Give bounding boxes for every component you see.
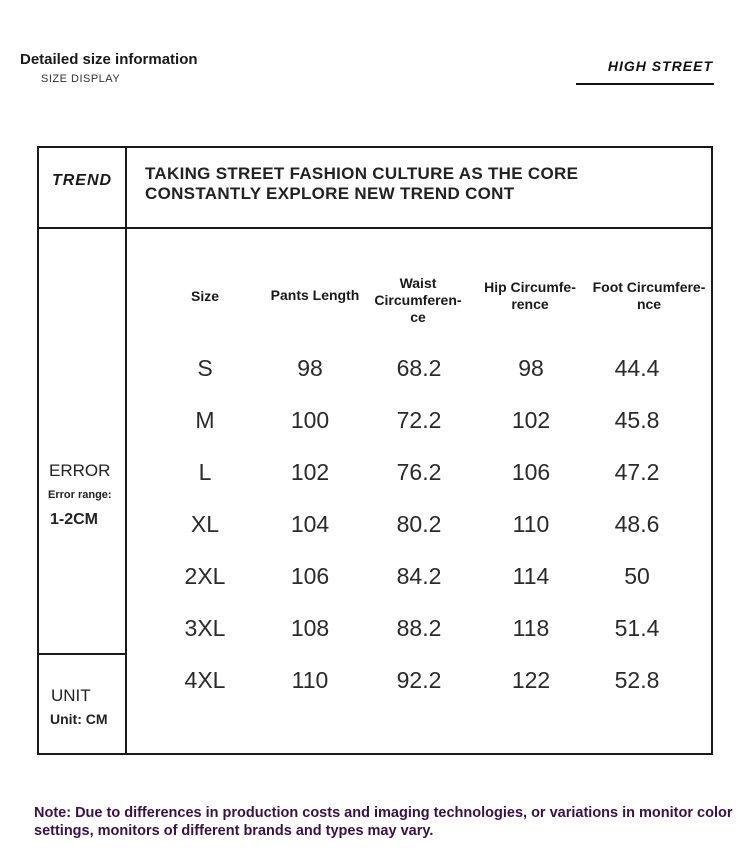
header-size <box>160 288 250 305</box>
header-hip <box>475 279 585 313</box>
cell-waist: 76.2 <box>396 459 442 485</box>
page-title: Detailed size information <box>20 51 198 68</box>
cell-foot: 51.4 <box>614 615 660 641</box>
slogan <box>145 164 578 204</box>
cell-size: XL <box>190 511 220 537</box>
error-range-label: Error range: <box>48 489 112 501</box>
divider-vertical <box>125 148 127 753</box>
disclaimer-note: Note: Due to differences in production costs and imaging technologies, or variations in monitor color settings, monitors of different brands and types may vary. <box>34 805 733 839</box>
error-label: ERROR <box>49 461 111 480</box>
header-foot-line-2: nce <box>636 296 662 312</box>
cell-foot: 50 <box>624 563 650 589</box>
size-chart-frame <box>37 146 713 755</box>
cell-size: L <box>198 459 212 485</box>
header-size-line: Size <box>190 288 219 304</box>
cell-waist: 80.2 <box>396 511 442 537</box>
header-foot <box>585 279 713 313</box>
cell-hip: 98 <box>518 355 544 381</box>
header-waist-line-2: Circumferen- <box>374 292 462 308</box>
cell-pants-length: 110 <box>291 667 329 693</box>
header-waist <box>368 275 468 326</box>
cell-pants-length: 106 <box>290 563 330 589</box>
header-pants-length <box>260 287 370 304</box>
divider-horizontal <box>39 227 711 229</box>
cell-size: 4XL <box>184 667 226 693</box>
cell-waist: 92.2 <box>396 667 442 693</box>
header-hip-line-2: rence <box>511 296 549 312</box>
brand-label: HIGH STREET <box>607 58 713 74</box>
cell-pants-length: 100 <box>290 407 330 433</box>
divider-unit <box>39 653 125 655</box>
cell-size: S <box>197 355 213 381</box>
cell-pants-length: 98 <box>297 355 323 381</box>
header-pants-length-line: Pants Length <box>270 287 360 303</box>
cell-waist: 84.2 <box>396 563 442 589</box>
brand-underline <box>576 83 714 85</box>
cell-foot: 44.4 <box>614 355 660 381</box>
cell-pants-length: 102 <box>290 459 330 485</box>
unit-label: UNIT <box>51 686 91 705</box>
cell-foot: 48.6 <box>614 511 660 537</box>
slogan-line-2: CONSTANTLY EXPLORE NEW TREND CONT <box>145 184 515 203</box>
unit-value: Unit: CM <box>50 711 108 727</box>
cell-hip: 110 <box>512 511 550 537</box>
cell-waist: 88.2 <box>396 615 442 641</box>
cell-hip: 102 <box>511 407 551 433</box>
cell-pants-length: 104 <box>290 511 330 537</box>
cell-hip: 118 <box>512 615 550 641</box>
error-range-value: 1-2CM <box>50 511 99 528</box>
cell-pants-length: 108 <box>290 615 330 641</box>
cell-size: 2XL <box>184 563 226 589</box>
cell-hip: 106 <box>511 459 551 485</box>
slogan-line-1: TAKING STREET FASHION CULTURE AS THE CORE <box>145 164 579 183</box>
cell-waist: 68.2 <box>396 355 442 381</box>
cell-foot: 52.8 <box>614 667 660 693</box>
cell-waist: 72.2 <box>396 407 442 433</box>
header-waist-line-3: ce <box>410 309 426 325</box>
cell-foot: 45.8 <box>614 407 660 433</box>
header-waist-line-1: Waist <box>399 275 437 291</box>
page-subtitle: SIZE DISPLAY <box>41 73 121 85</box>
header-hip-line-1: Hip Circumfe- <box>484 279 576 295</box>
trend-label: TREND <box>51 172 113 189</box>
cell-size: 3XL <box>184 615 226 641</box>
cell-foot: 47.2 <box>614 459 660 485</box>
header-foot-line-1: Foot Circumfere- <box>592 279 706 295</box>
cell-hip: 122 <box>511 667 551 693</box>
cell-size: M <box>195 407 215 433</box>
cell-hip: 114 <box>512 563 550 589</box>
